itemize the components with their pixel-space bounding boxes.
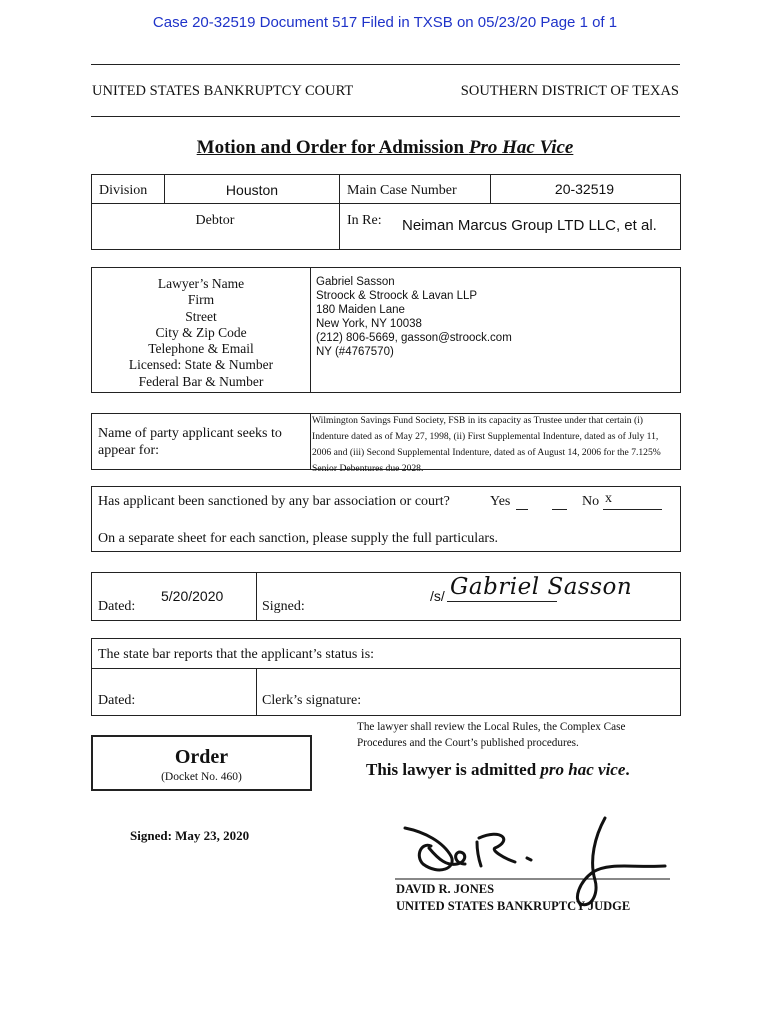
party-label: Name of party applicant seeks to appear for: (98, 426, 282, 458)
telephone-email-value: (212) 806-5669, gasson@stroock.com (316, 332, 512, 344)
review-note: The lawyer shall review the Local Rules, the Complex Case Procedures and the Court’s published procedures. (357, 721, 626, 749)
city-zip-label: City & Zip Code (155, 324, 247, 340)
sanction-note: On a separate sheet for each sanction, please supply the full particulars. (98, 531, 499, 546)
in-re-label: In Re: (347, 213, 382, 228)
clerk-signature-label: Clerk’s signature: (262, 693, 362, 708)
division-value: Houston (225, 182, 279, 198)
lawyer-name-label: Lawyer’s Name (157, 276, 245, 291)
clerk-row-divider (91, 668, 680, 669)
division-label: Division (99, 183, 148, 198)
lawyer-info-divider (310, 267, 311, 392)
lawyer-values (316, 275, 512, 359)
sanction-no-blank (603, 509, 662, 510)
page-title (0, 137, 770, 159)
clerk-dated-label: Dated: (98, 693, 136, 708)
federal-bar-label: Federal Bar & Number (138, 373, 264, 389)
applicant-signature-divider (256, 572, 257, 620)
applicant-signature: Gabriel Sasson (450, 574, 633, 600)
admission-statement (366, 760, 630, 780)
telephone-email-label: Telephone & Email (148, 341, 254, 357)
judge-name: DAVID R. JONES (396, 882, 495, 896)
header-top-rule (91, 64, 680, 65)
filing-stamp: Case 20-32519 Document 517 Filed in TXSB on 05/23/20 Page 1 of 1 (152, 14, 618, 31)
order-signed-date: Signed: May 23, 2020 (130, 828, 250, 843)
party-divider (310, 413, 311, 469)
judge-signature-stroke-3 (477, 834, 515, 866)
in-re-value: Neiman Marcus Group LTD LLC, et al. (402, 217, 657, 234)
street-value: 180 Maiden Lane (316, 304, 405, 316)
licensed-state-label: Licensed: State & Number (128, 357, 274, 373)
admission-main: This lawyer is admitted (366, 760, 541, 779)
firm-label: Firm (187, 292, 215, 308)
state-bar-status-text: The state bar reports that the applicant’s status is: (98, 647, 375, 662)
court-name: UNITED STATES BANKRUPTCY COURT (92, 83, 354, 99)
party-value: Wilmington Savings Fund Society, FSB in its capacity as Trustee under that certain (i) Indenture dated as of May 27, 1998, (ii) First Supplemental Indenture, dated as of July 11, 2006 and (iii) Second Supplemental Indenture, dated as of August 14, 2006 for the 7.125% Senior Debentures due 2028. (312, 415, 661, 474)
applicant-signed-label: Signed: (262, 599, 305, 614)
judge-block (396, 881, 630, 915)
applicant-dated-label: Dated: (98, 599, 136, 614)
judge-signature-stroke-4 (527, 858, 531, 860)
sanction-question: Has applicant been sanctioned by any bar association or court? (98, 494, 450, 509)
city-zip-value: New York, NY 10038 (316, 318, 422, 330)
clerk-divider (256, 668, 257, 715)
sanction-yes-label: Yes (490, 494, 511, 509)
sanction-no-label: No (582, 494, 600, 509)
main-case-number-label: Main Case Number (347, 183, 457, 198)
case-info-row-divider (91, 203, 680, 204)
applicant-dated-value: 5/20/2020 (161, 588, 224, 604)
street-label: Street (185, 308, 217, 324)
sanction-blank (552, 509, 567, 510)
debtor-label: Debtor (195, 213, 235, 228)
header-bottom-rule (91, 116, 680, 117)
court-district: SOUTHERN DISTRICT OF TEXAS (460, 83, 679, 99)
title-italic: Pro Hac Vice (468, 137, 574, 158)
sanction-yes-blank (516, 509, 528, 510)
judge-title: UNITED STATES BANKRUPTCY JUDGE (396, 899, 631, 913)
order-title: Order (174, 746, 229, 768)
main-case-number-value: 20-32519 (554, 181, 615, 197)
sanction-no-mark: x (605, 491, 612, 506)
docket-number: (Docket No. 460) (161, 771, 242, 783)
lawyer-labels (92, 276, 310, 390)
lawyer-name-value: Gabriel Sasson (316, 276, 395, 288)
signature-line (447, 601, 557, 602)
title-main: Motion and Order for Admission (196, 137, 469, 158)
admission-italic: pro hac vice (540, 760, 626, 779)
signature-prefix: /s/ (430, 588, 445, 604)
licensed-state-value: NY (#4767570) (316, 346, 394, 358)
admission-end: . (625, 760, 630, 779)
firm-value: Stroock & Stroock & Lavan LLP (316, 290, 478, 302)
order-box (91, 735, 312, 791)
